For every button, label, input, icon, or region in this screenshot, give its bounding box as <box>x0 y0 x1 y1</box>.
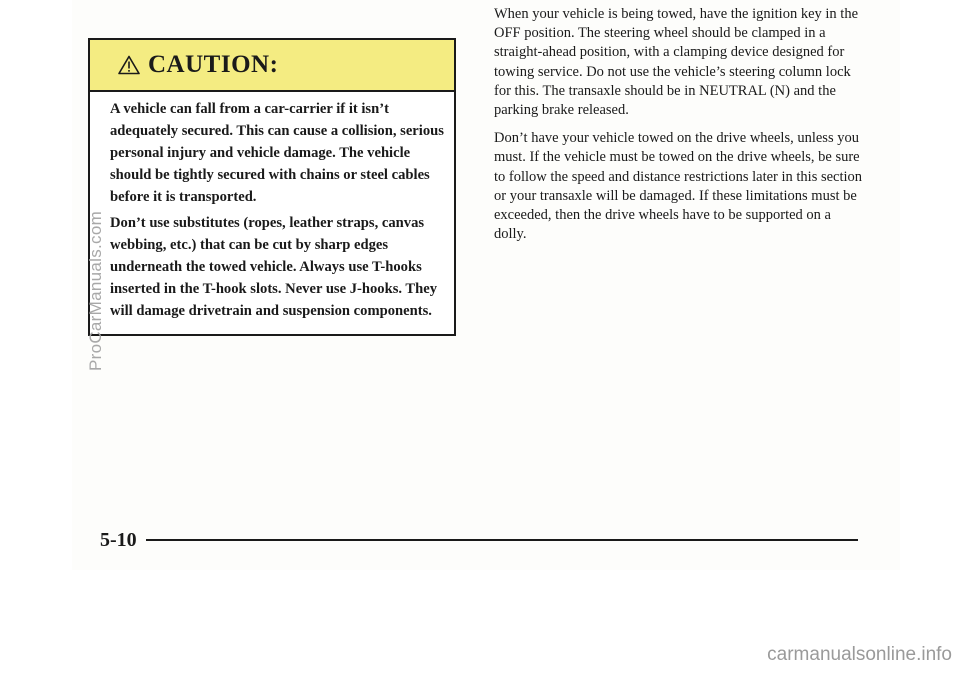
caution-box <box>88 38 456 336</box>
caution-paragraph: Don’t use substitutes (ropes, leather straps, canvas webbing, etc.) that can be cut by sharp edges underneath the towed vehicle. Always use T-hooks inserted in the T-hook slots. Never use J-hooks. They will damage drivetrain and suspension components. <box>110 215 438 319</box>
caution-header <box>90 40 454 92</box>
caution-title: CAUTION: <box>148 51 279 78</box>
page-number: 5-10 <box>100 529 137 551</box>
side-watermark: ProCarManuals.com <box>86 210 105 371</box>
body-paragraph: Don’t have your vehicle towed on the drive wheels, unless you must. If the vehicle must be towed on the drive wheels, be sure to follow the speed and distance restrictions later in this section or your transaxle will be damaged. If these limitations must be exceeded, then the drive wheels have to be supported on a dolly. <box>494 130 863 243</box>
body-paragraph: When your vehicle is being towed, have the ignition key in the OFF position. The steering wheel should be clamped in a straight-ahead position, with a clamping device designed for towing service. Do not use the vehicle’s steering column lock for this. The transaxle should be in NEUTRAL (N) and the parking brake released. <box>494 6 859 119</box>
body-text-column <box>494 5 864 253</box>
warning-triangle-icon <box>118 55 140 75</box>
caution-paragraph: A vehicle can fall from a car-carrier if it isn’t adequately secured. This can cause a collision, serious personal injury and vehicle damage. The vehicle should be tightly secured with chains or steel cables before it is transported. <box>110 101 444 205</box>
footer-rule <box>146 539 858 541</box>
bottom-watermark: carmanualsonline.info <box>767 644 952 665</box>
caution-text <box>110 98 448 326</box>
